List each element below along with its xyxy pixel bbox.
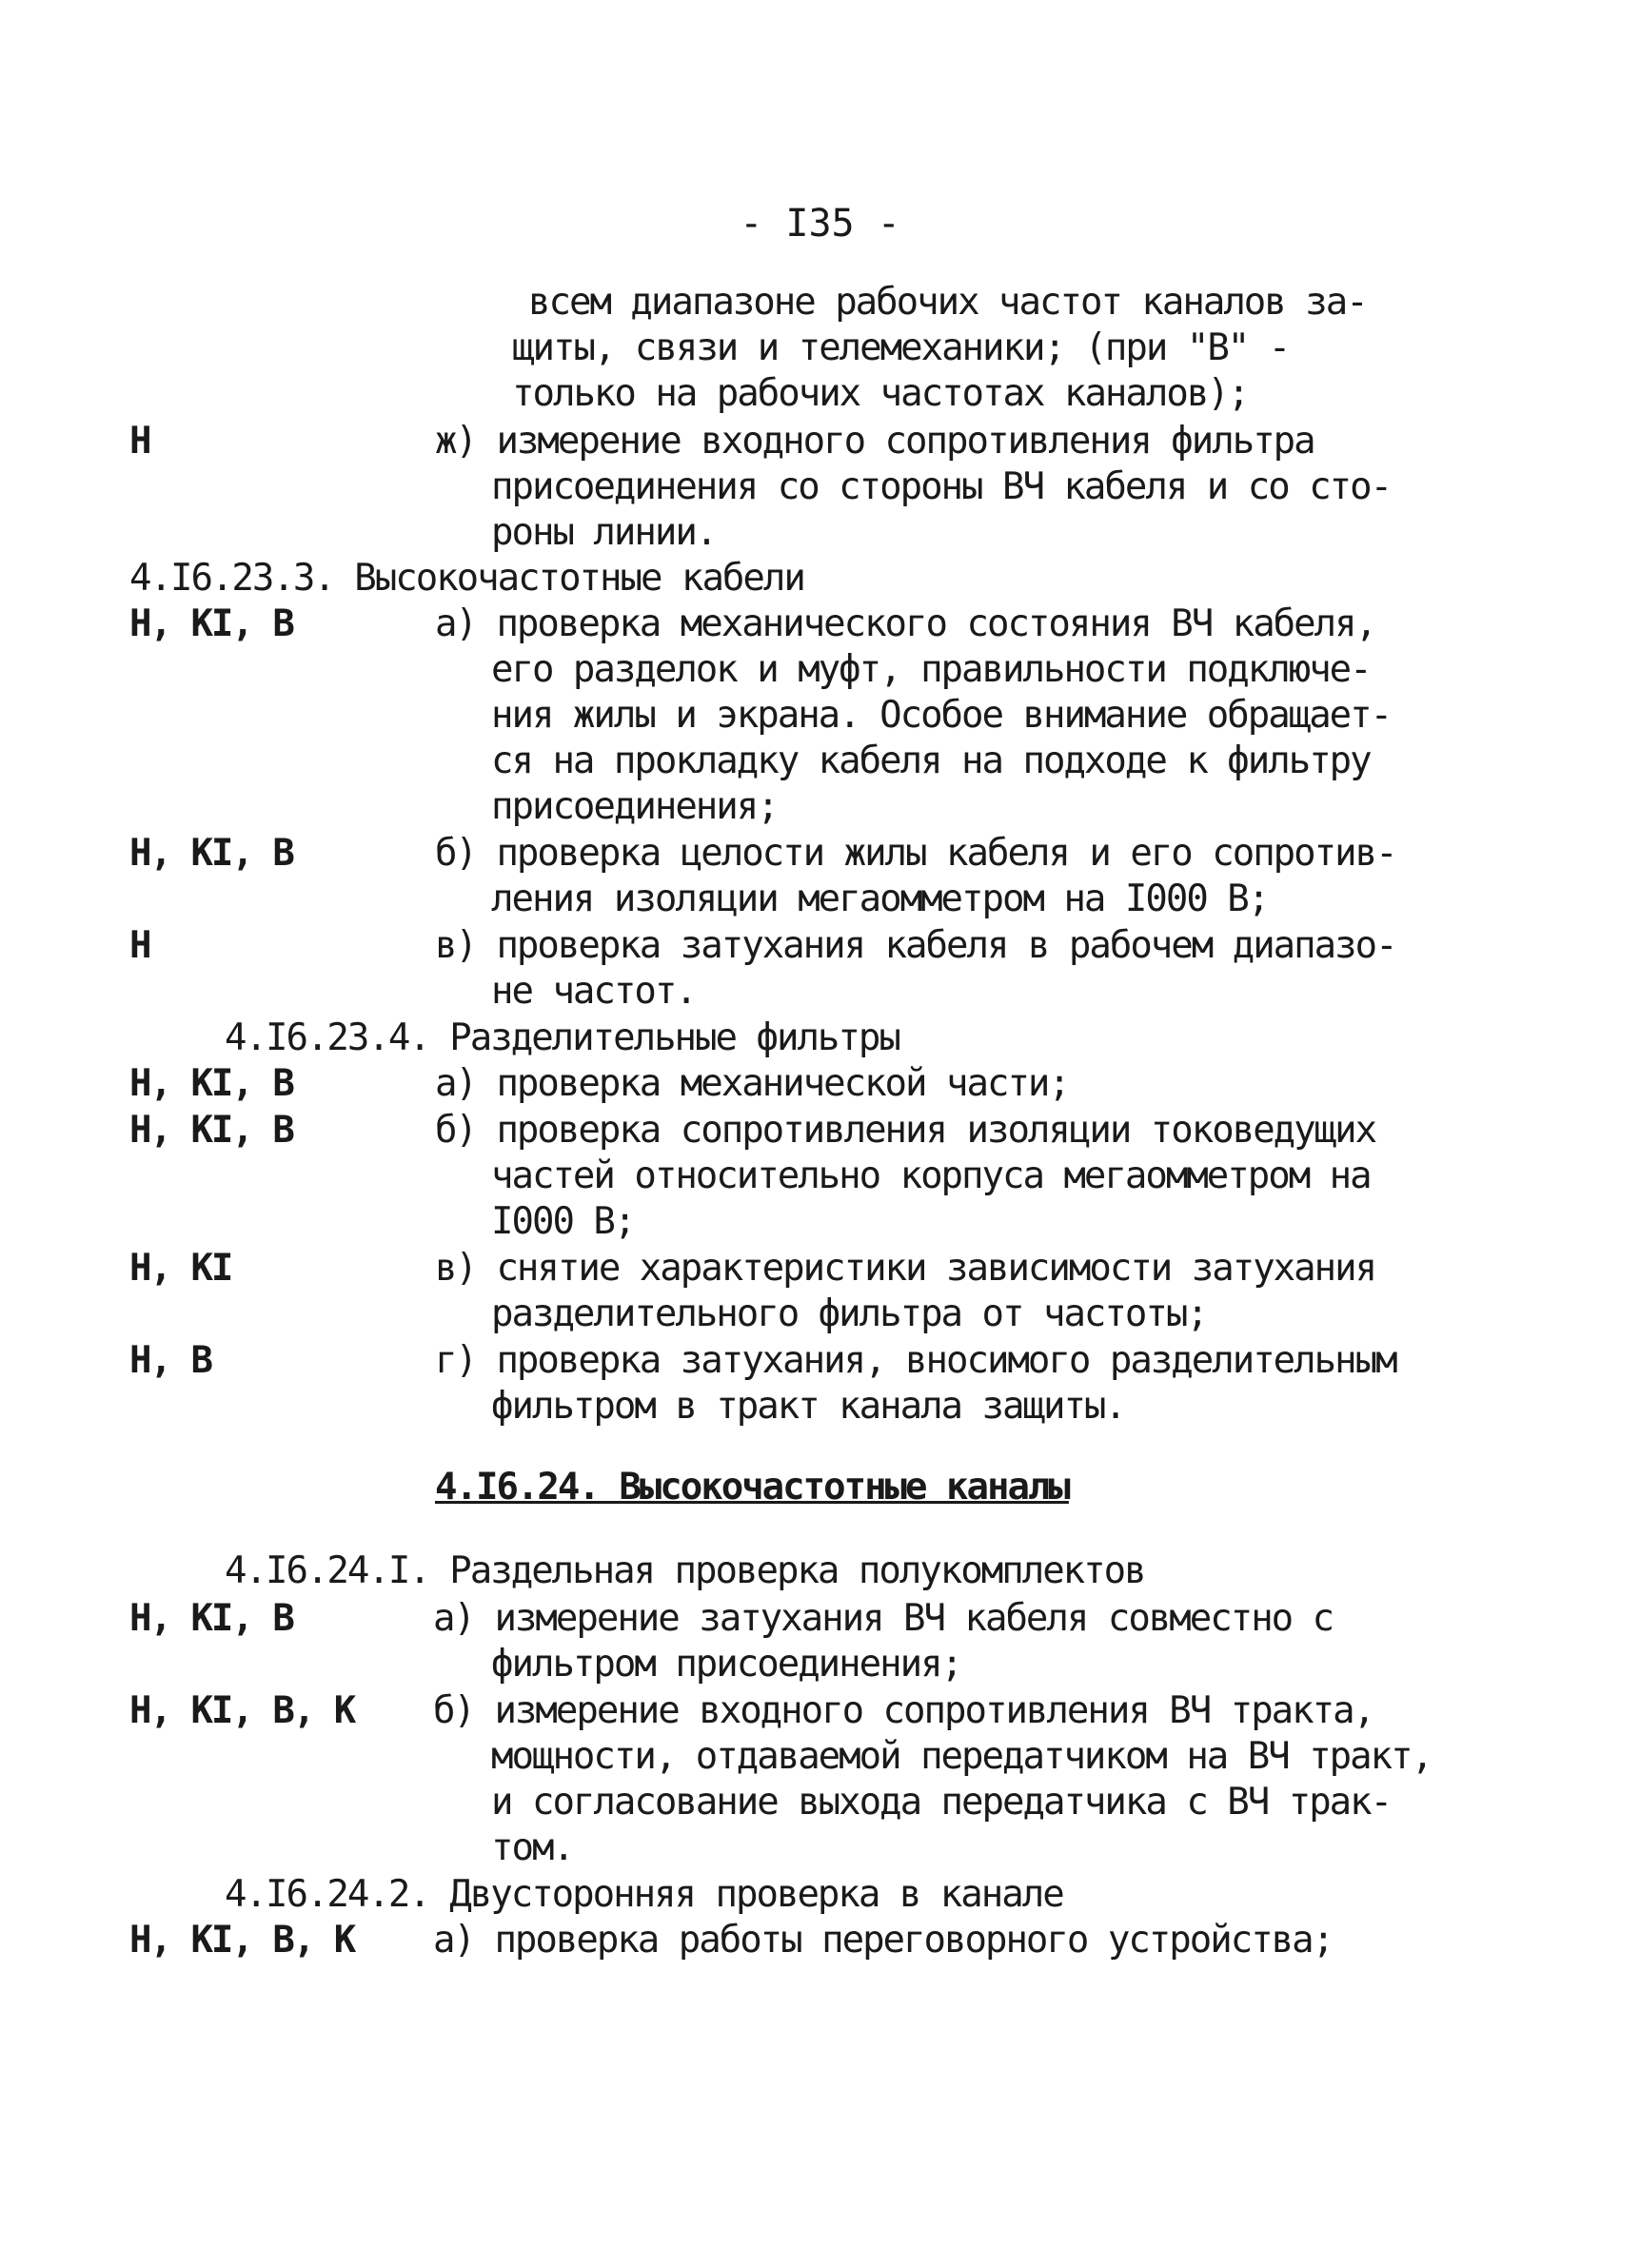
text-line: а) проверка механического состояния ВЧ кабеля, bbox=[435, 602, 1376, 645]
subsection-title: 4.I6.23.4. Разделительные фильтры bbox=[225, 1016, 899, 1059]
code-label: H, KI, B bbox=[129, 602, 293, 645]
text-line: мощности, отдаваемой передатчиком на ВЧ тракт, bbox=[491, 1735, 1433, 1778]
code-label: H, KI, B bbox=[129, 1062, 293, 1105]
code-label: H, KI, B, K bbox=[129, 1919, 355, 1962]
code-label: H, B bbox=[129, 1339, 211, 1382]
subsection-title: 4.I6.24.2. Двусторонняя проверка в канале bbox=[225, 1873, 1063, 1916]
text-line: разделительного фильтра от частоты; bbox=[491, 1292, 1207, 1335]
text-line: I000 В; bbox=[491, 1200, 635, 1243]
text-line: ления изоляции мегаомметром на I000 В; bbox=[491, 878, 1269, 920]
text-line: фильтром присоединения; bbox=[491, 1643, 962, 1686]
subsection-title: 4.I6.23.3. Высокочастотные кабели bbox=[129, 557, 804, 600]
text-line: в) проверка затухания кабеля в рабочем диапазо- bbox=[435, 924, 1396, 967]
text-line: роны линии. bbox=[491, 511, 717, 554]
text-line: б) проверка целости жилы кабеля и его сопротив- bbox=[435, 832, 1396, 875]
text-line: только на рабочих частотах каналов); bbox=[512, 372, 1249, 415]
text-line: присоединения со стороны ВЧ кабеля и со сто- bbox=[491, 465, 1392, 508]
text-line: а) проверка работы переговорного устройства; bbox=[433, 1919, 1334, 1962]
text-line: ж) измерение входного сопротивления фильтра bbox=[435, 420, 1314, 463]
code-label: H bbox=[129, 420, 150, 463]
text-line: присоединения; bbox=[491, 785, 778, 828]
text-line: б) измерение входного сопротивления ВЧ тракта, bbox=[433, 1689, 1374, 1732]
text-line: б) проверка сопротивления изоляции токоведущих bbox=[435, 1109, 1376, 1152]
text-line: г) проверка затухания, вносимого разделительным bbox=[435, 1339, 1396, 1382]
text-line: фильтром в тракт канала защиты. bbox=[491, 1385, 1125, 1428]
text-line: том. bbox=[491, 1826, 573, 1869]
text-line: а) измерение затухания ВЧ кабеля совместно с bbox=[433, 1597, 1334, 1640]
text-line: частей относительно корпуса мегаомметром на bbox=[491, 1154, 1371, 1197]
text-line: ния жилы и экрана. Особое внимание обращает- bbox=[491, 694, 1392, 737]
text-line: всем диапазоне рабочих частот каналов за- bbox=[528, 281, 1367, 324]
code-label: H, KI bbox=[129, 1247, 232, 1290]
code-label: H, KI, B, K bbox=[129, 1689, 355, 1732]
page-number: - I35 - bbox=[740, 202, 900, 246]
text-line: ся на прокладку кабеля на подходе к фильтру bbox=[491, 740, 1371, 782]
text-line: щиты, связи и телемеханики; (при "В" - bbox=[512, 326, 1290, 369]
code-label: H, KI, B bbox=[129, 1597, 293, 1640]
text-line: не частот. bbox=[491, 970, 696, 1013]
section-heading: 4.I6.24. Высокочастотные каналы bbox=[435, 1466, 1069, 1509]
text-line: его разделок и муфт, правильности подключе- bbox=[491, 648, 1371, 691]
code-label: H bbox=[129, 924, 150, 967]
code-label: H, KI, B bbox=[129, 832, 293, 875]
subsection-title: 4.I6.24.I. Раздельная проверка полукомплектов bbox=[225, 1549, 1145, 1592]
code-label: H, KI, B bbox=[129, 1109, 293, 1152]
text-line: в) снятие характеристики зависимости затухания bbox=[435, 1247, 1376, 1290]
text-line: а) проверка механической части; bbox=[435, 1062, 1069, 1105]
text-line: и согласование выхода передатчика с ВЧ трак- bbox=[491, 1781, 1392, 1824]
